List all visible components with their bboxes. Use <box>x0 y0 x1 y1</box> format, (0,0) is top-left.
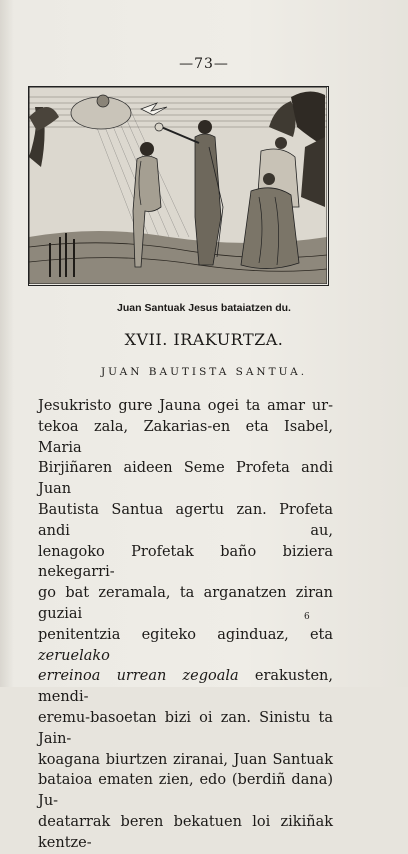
engraving-image <box>29 87 327 284</box>
body-text <box>38 396 333 854</box>
body-line: go bat zeramala, ta arganatzen ziran guziai <box>38 585 333 622</box>
body-line: lenagoko Profetak baño biziera nekegarri- <box>38 543 333 581</box>
body-line <box>38 625 333 667</box>
body-line: eremu-basoetan bizi oi zan. Sinistu ta Jain- <box>38 709 333 747</box>
body-line: tekoa zala, Zakarias-en eta Isabel, Maria <box>38 418 333 456</box>
signature-mark: 6 <box>304 612 310 622</box>
lesson-title: XVII. IRAKURTZA. <box>124 330 284 349</box>
body-line: bataioa ematen zien, edo (berdiñ dana) Ju- <box>38 772 333 810</box>
body-line: deatarrak beren bekatuen loi zikiñak kentze- <box>38 813 333 851</box>
body-line: Birjiñaren aideen Seme Profeta andi Juan <box>38 460 333 498</box>
body-line-text: erakusten, mendi- <box>38 668 333 706</box>
body-line: koagana biurtzen ziranai, Juan Santuak <box>38 751 333 768</box>
body-line-italic: zeruelako <box>38 647 110 664</box>
illustration-caption: Juan Santuak Jesus bataiatzen du. <box>117 302 291 314</box>
page-number: —73— <box>179 56 229 72</box>
body-line: Jesukristo gure Jauna ogei ta amar ur- <box>38 398 333 414</box>
body-line-italic: erreinoa urrean zegoala <box>38 668 239 685</box>
body-line <box>38 666 333 708</box>
baptism-engraving <box>28 86 329 286</box>
section-title: JUAN BAUTISTA SANTUA. <box>100 366 308 378</box>
body-line-text: penitentzia egiteko aginduaz, eta <box>38 626 333 643</box>
body-line: Bautista Santua agertu zan. Profeta andi au, <box>38 501 333 539</box>
